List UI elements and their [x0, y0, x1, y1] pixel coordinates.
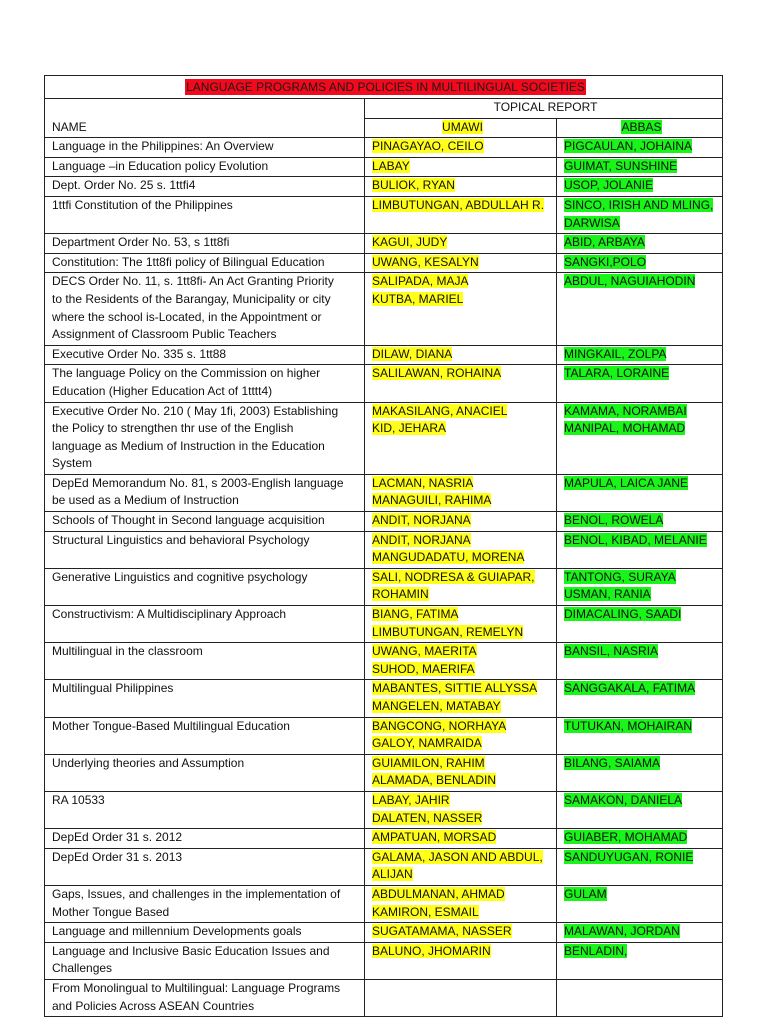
topic-text: Executive Order No. 335 s. 1tt88 — [52, 346, 227, 361]
umawi-cell — [365, 157, 557, 177]
umawi-cell — [365, 177, 557, 197]
umawi-cell — [365, 196, 557, 233]
umawi-cell — [365, 848, 557, 885]
topic-text: Language in the Philippines: An Overview — [52, 139, 274, 154]
umawi-member: PINAGAYAO, CEILO — [372, 139, 484, 154]
table-row — [45, 717, 723, 754]
umawi-member: GALOY, NAMRAIDA — [372, 736, 482, 751]
topic-cell — [45, 138, 365, 158]
table-row — [45, 365, 723, 402]
topic-cell — [45, 253, 365, 273]
topic-text: System — [52, 456, 93, 471]
abbas-member: BENOL, ROWELA — [564, 513, 664, 528]
topic-text: Structural Linguistics and behavioral Psychology — [52, 532, 310, 547]
abbas-member: TUTUKAN, MOHAIRAN — [564, 718, 693, 733]
abbas-cell — [557, 979, 723, 1016]
topic-text: Dept. Order No. 25 s. 1ttfi4 — [52, 178, 196, 193]
topic-text: language as Medium of Instruction in the Education — [52, 438, 325, 453]
umawi-header: UMAWI — [442, 119, 483, 134]
table-row — [45, 512, 723, 532]
topic-text: Department Order No. 53, s 1tt8fi — [52, 235, 230, 250]
umawi-cell — [365, 829, 557, 849]
abbas-member: GUIMAT, SUNSHINE — [564, 158, 678, 173]
table-row — [45, 568, 723, 605]
table-row — [45, 345, 723, 365]
title-cell — [45, 76, 723, 99]
topic-text: Mother Tongue-Based Multilingual Education — [52, 718, 290, 733]
umawi-member: MANGUDADATU, MORENA — [372, 550, 525, 565]
umawi-member: ALAMADA, BENLADIN — [372, 773, 497, 788]
topic-cell — [45, 402, 365, 474]
abbas-cell — [557, 273, 723, 345]
topic-text: DECS Order No. 11, s. 1tt8fi- An Act Granting Priority — [52, 274, 334, 289]
umawi-member: ANDIT, NORJANA — [372, 532, 471, 547]
topic-cell — [45, 196, 365, 233]
topic-cell — [45, 643, 365, 680]
umawi-member: DILAW, DIANA — [372, 346, 453, 361]
topic-text: Language and Inclusive Basic Education Issues and — [52, 943, 330, 958]
umawi-cell — [365, 531, 557, 568]
abbas-cell — [557, 643, 723, 680]
table-row — [45, 273, 723, 345]
topic-cell — [45, 606, 365, 643]
document-title: LANGUAGE PROGRAMS AND POLICIES IN MULTILINGUAL SOCIETIES — [186, 80, 585, 95]
header-row — [45, 99, 723, 119]
umawi-member: LABAY, JAHIR — [372, 792, 450, 807]
topic-text: The language Policy on the Commission on higher — [52, 366, 321, 381]
umawi-member: ANDIT, NORJANA — [372, 513, 471, 528]
table-row — [45, 829, 723, 849]
abbas-cell — [557, 568, 723, 605]
abbas-member: BENOL, KIBAD, MELANIE — [564, 532, 707, 547]
table-row — [45, 474, 723, 511]
umawi-member: BANGCONG, NORHAYA — [372, 718, 507, 733]
umawi-cell — [365, 474, 557, 511]
topic-cell — [45, 829, 365, 849]
abbas-cell — [557, 942, 723, 979]
topic-text: Assignment of Classroom Public Teachers — [52, 327, 277, 342]
topic-text: Multilingual Philippines — [52, 681, 174, 696]
topic-cell — [45, 177, 365, 197]
topic-text: Executive Order No. 210 ( May 1fi, 2003) Establishing — [52, 403, 339, 418]
umawi-cell — [365, 885, 557, 922]
abbas-member: PIGCAULAN, JOHAINA — [564, 139, 693, 154]
umawi-cell — [365, 568, 557, 605]
umawi-member: MANGELEN, MATABAY — [372, 699, 501, 713]
table-row — [45, 791, 723, 828]
table-row — [45, 196, 723, 233]
topic-cell — [45, 157, 365, 177]
umawi-member: KAGUI, JUDY — [372, 235, 448, 250]
abbas-member: KAMAMA, NORAMBAI — [564, 403, 687, 418]
umawi-cell — [365, 717, 557, 754]
abbas-cell — [557, 680, 723, 717]
umawi-member: ROHAMIN — [372, 587, 429, 602]
abbas-cell — [557, 512, 723, 532]
umawi-cell — [365, 923, 557, 943]
table-row — [45, 177, 723, 197]
umawi-cell — [365, 138, 557, 158]
topic-cell — [45, 273, 365, 345]
abbas-member: TANTONG, SURAYA — [564, 569, 676, 584]
abbas-member: SANGGAKALA, FATIMA — [564, 681, 696, 696]
abbas-member: ABID, ARBAYA — [564, 235, 645, 250]
table-row — [45, 402, 723, 474]
umawi-cell — [365, 979, 557, 1016]
topic-cell — [45, 848, 365, 885]
umawi-member: MAKASILANG, ANACIEL — [372, 403, 508, 418]
umawi-cell — [365, 345, 557, 365]
topic-cell — [45, 923, 365, 943]
umawi-member: ABDULMANAN, AHMAD — [372, 886, 505, 901]
topic-text: where the school is-Located, in the Appointment or — [52, 309, 322, 324]
umawi-member: LABAY — [372, 158, 410, 173]
table-row — [45, 979, 723, 1016]
abbas-cell — [557, 365, 723, 402]
topic-cell — [45, 365, 365, 402]
topic-text: the Policy to strengthen thr use of the English — [52, 421, 294, 436]
umawi-member: LACMAN, NASRIA — [372, 475, 474, 490]
topic-cell — [45, 474, 365, 511]
topical-report-header: TOPICAL REPORT — [365, 99, 723, 119]
abbas-member: SANDUYUGAN, RONIE — [564, 849, 694, 864]
abbas-member: GULAM — [564, 886, 607, 901]
assignment-table — [44, 75, 723, 1017]
abbas-member: MINGKAIL, ZOLPA — [564, 346, 667, 361]
table-row — [45, 754, 723, 791]
topic-cell — [45, 512, 365, 532]
topic-cell — [45, 717, 365, 754]
umawi-cell — [365, 365, 557, 402]
abbas-cell — [557, 754, 723, 791]
umawi-member: KID, JEHARA — [372, 421, 447, 436]
topic-cell — [45, 791, 365, 828]
topic-text: 1ttfi Constitution of the Philippines — [52, 197, 233, 212]
abbas-cell — [557, 848, 723, 885]
abbas-cell — [557, 138, 723, 158]
abbas-cell — [557, 791, 723, 828]
umawi-member: UWANG, MAERITA — [372, 644, 477, 659]
topic-text: Gaps, Issues, and challenges in the implementation of — [52, 886, 341, 901]
abbas-member: SAMAKON, DANIELA — [564, 792, 683, 807]
name-header: NAME — [45, 99, 365, 138]
abbas-member: BANSIL, NASRIA — [564, 644, 659, 659]
abbas-cell — [557, 234, 723, 254]
umawi-member: BULIOK, RYAN — [372, 178, 455, 193]
topic-text: and Policies Across ASEAN Countries — [52, 998, 255, 1013]
topic-text: Schools of Thought in Second language acquisition — [52, 513, 325, 528]
table-row — [45, 606, 723, 643]
table-row — [45, 848, 723, 885]
umawi-member: DALATEN, NASSER — [372, 810, 483, 825]
topic-text: Constructivism: A Multidisciplinary Approach — [52, 607, 287, 622]
umawi-cell — [365, 273, 557, 345]
abbas-cell — [557, 717, 723, 754]
table-row — [45, 680, 723, 717]
abbas-member: TALARA, LORAINE — [564, 366, 670, 381]
umawi-cell — [365, 680, 557, 717]
topic-cell — [45, 234, 365, 254]
umawi-cell — [365, 253, 557, 273]
topic-text: be used as a Medium of Instruction — [52, 493, 239, 508]
table-row — [45, 253, 723, 273]
abbas-cell — [557, 177, 723, 197]
umawi-cell — [365, 754, 557, 791]
topic-text: Mother Tongue Based — [52, 904, 170, 919]
abbas-member: BILANG, SAIAMA — [564, 755, 661, 770]
umawi-cell — [365, 234, 557, 254]
abbas-member: SINCO, IRISH AND MLING, — [564, 197, 714, 212]
topic-text: Language and millennium Developments goals — [52, 924, 302, 939]
umawi-member: BIANG, FATIMA — [372, 607, 459, 622]
umawi-member: LIMBUTUNGAN, REMELYN — [372, 624, 524, 639]
abbas-member: MANIPAL, MOHAMAD — [564, 421, 686, 436]
abbas-cell — [557, 474, 723, 511]
abbas-member: MALAWAN, JORDAN — [564, 924, 680, 939]
table-row — [45, 157, 723, 177]
topic-text: Generative Linguistics and cognitive psychology — [52, 569, 308, 584]
abbas-cell — [557, 606, 723, 643]
abbas-cell — [557, 345, 723, 365]
umawi-cell — [365, 942, 557, 979]
abbas-header-cell — [557, 118, 723, 138]
title-row — [45, 76, 723, 99]
abbas-member: GUIABER, MOHAMAD — [564, 830, 688, 845]
umawi-member: ALIJAN — [372, 867, 413, 882]
topic-text: Constitution: The 1tt8fi policy of Bilingual Education — [52, 254, 325, 269]
abbas-member: USOP, JOLANIE — [564, 178, 654, 193]
topic-text: Challenges — [52, 961, 113, 976]
topic-text: DepEd Order 31 s. 2012 — [52, 830, 183, 845]
topic-cell — [45, 680, 365, 717]
abbas-cell — [557, 157, 723, 177]
abbas-member: DIMACALING, SAADI — [564, 607, 682, 622]
abbas-member: USMAN, RANIA — [564, 587, 651, 602]
umawi-member: SUHOD, MAERIFA — [372, 661, 475, 676]
abbas-member: SANGKI,POLO — [564, 254, 647, 269]
table-row — [45, 923, 723, 943]
abbas-cell — [557, 196, 723, 233]
topic-text: Underlying theories and Assumption — [52, 755, 245, 770]
topic-cell — [45, 754, 365, 791]
umawi-cell — [365, 606, 557, 643]
table-row — [45, 885, 723, 922]
topic-text: From Monolingual to Multilingual: Language Programs — [52, 980, 341, 995]
table-row — [45, 138, 723, 158]
abbas-member: DARWISA — [564, 215, 620, 230]
topic-cell — [45, 979, 365, 1016]
table-row — [45, 643, 723, 680]
abbas-member: ABDUL, NAGUIAHODIN — [564, 274, 696, 289]
topic-text: DepEd Order 31 s. 2013 — [52, 849, 183, 864]
table-row — [45, 234, 723, 254]
umawi-cell — [365, 402, 557, 474]
topic-cell — [45, 942, 365, 979]
umawi-member: SALILAWAN, ROHAINA — [372, 366, 502, 381]
topic-text: to the Residents of the Barangay, Municipality or city — [52, 291, 331, 306]
table-row — [45, 942, 723, 979]
umawi-member: UWANG, KESALYN — [372, 254, 479, 269]
umawi-member: SALIPADA, MAJA — [372, 274, 469, 289]
topic-cell — [45, 885, 365, 922]
umawi-member: AMPATUAN, MORSAD — [372, 830, 497, 845]
umawi-member: SUGATAMAMA, NASSER — [372, 924, 512, 939]
abbas-cell — [557, 885, 723, 922]
umawi-member: SALI, NODRESA & GUIAPAR, — [372, 569, 535, 584]
umawi-member: MABANTES, SITTIE ALLYSSA — [372, 681, 538, 696]
umawi-member: KUTBA, MARIEL — [372, 291, 464, 306]
abbas-cell — [557, 402, 723, 474]
topic-text: Language –in Education policy Evolution — [52, 158, 269, 173]
table-row — [45, 531, 723, 568]
topic-text: DepEd Memorandum No. 81, s 2003-English language — [52, 475, 344, 490]
topic-text: Multilingual in the classroom — [52, 644, 203, 659]
abbas-cell — [557, 829, 723, 849]
topic-cell — [45, 345, 365, 365]
abbas-member: MAPULA, LAICA JANE — [564, 475, 689, 490]
topic-cell — [45, 531, 365, 568]
abbas-header: ABBAS — [621, 119, 662, 134]
umawi-member: KAMIRON, ESMAIL — [372, 904, 479, 919]
umawi-cell — [365, 512, 557, 532]
umawi-member: GALAMA, JASON AND ABDUL, — [372, 849, 543, 864]
umawi-member: GUIAMILON, RAHIM — [372, 755, 485, 770]
umawi-member: BALUNO, JHOMARIN — [372, 943, 491, 958]
umawi-member: LIMBUTUNGAN, ABDULLAH R. — [372, 197, 545, 212]
topic-cell — [45, 568, 365, 605]
abbas-cell — [557, 923, 723, 943]
topic-text: Education (Higher Education Act of 1tttt4) — [52, 383, 273, 398]
umawi-member: MANAGUILI, RAHIMA — [372, 493, 492, 508]
topic-text: RA 10533 — [52, 792, 105, 807]
abbas-cell — [557, 531, 723, 568]
umawi-header-cell — [365, 118, 557, 138]
umawi-cell — [365, 791, 557, 828]
umawi-cell — [365, 643, 557, 680]
abbas-member: BENLADIN, — [564, 943, 628, 958]
abbas-cell — [557, 253, 723, 273]
